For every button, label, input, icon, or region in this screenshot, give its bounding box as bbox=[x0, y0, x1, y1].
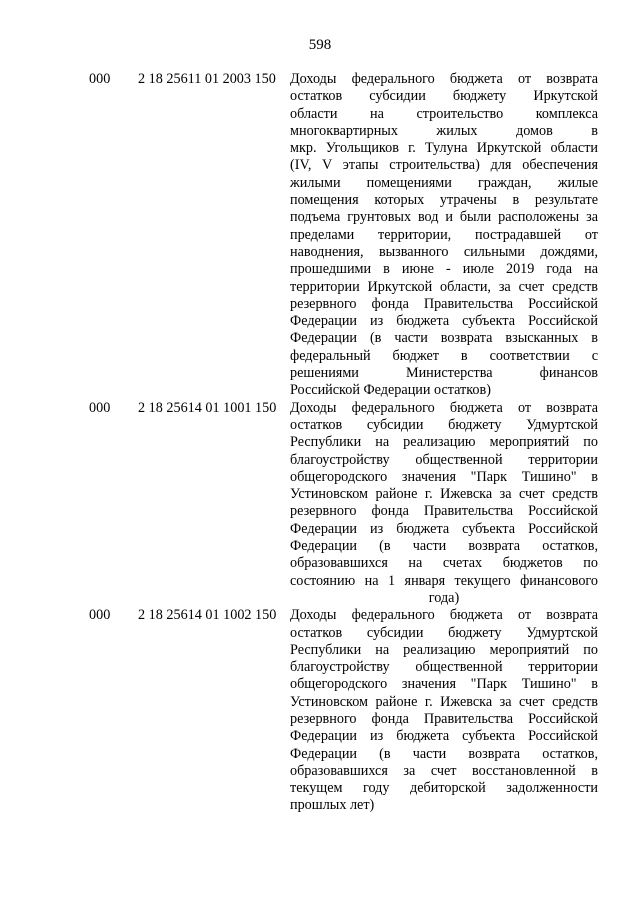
budget-classification-code: 2 18 25614 01 1002 150 bbox=[138, 607, 277, 624]
description-line: Доходы федерального бюджета от возврата bbox=[290, 607, 598, 624]
description-line: резервного фонда Правительства Российской bbox=[290, 503, 598, 520]
description-line: федеральный бюджет в соответствии с bbox=[290, 347, 598, 364]
description-line: резервного фонда Правительства Российской bbox=[290, 295, 598, 312]
budget-code-table bbox=[0, 71, 640, 815]
description-line: благоустройству общественной территории bbox=[290, 451, 598, 468]
description-line: образовавшихся за счет восстановленной в bbox=[290, 762, 598, 779]
description-line: мкр. Угольщиков г. Тулуна Иркутской области bbox=[290, 140, 598, 157]
description-line: пределами территории, пострадавшей от bbox=[290, 226, 598, 243]
description-line: Устиновском районе г. Ижевска за счет средств bbox=[290, 693, 598, 710]
description-line: Доходы федерального бюджета от возврата bbox=[290, 399, 598, 416]
description-line: остатков субсидии бюджету Иркутской bbox=[290, 88, 598, 105]
description-line: Федерации из бюджета субъекта Российской bbox=[290, 520, 598, 537]
description-line: текущем году дебиторской задолженности bbox=[290, 780, 598, 797]
administrator-code: 000 bbox=[89, 399, 111, 416]
income-description bbox=[290, 71, 598, 400]
administrator-code: 000 bbox=[89, 71, 111, 87]
description-line: резервного фонда Правительства Российской bbox=[290, 710, 598, 727]
description-line: прошлых лет) bbox=[290, 797, 375, 814]
description-line: года) bbox=[428, 589, 460, 606]
budget-classification-code: 2 18 25611 01 2003 150 bbox=[138, 71, 276, 87]
description-line: Федерации из бюджета субъекта Российской bbox=[290, 728, 598, 745]
description-line: Доходы федерального бюджета от возврата bbox=[290, 71, 598, 87]
description-line: (IV, V этапы строительства) для обеспечения bbox=[290, 157, 598, 174]
description-line: благоустройству общественной территории bbox=[290, 659, 598, 676]
description-line: помещения которых утрачены в результате bbox=[290, 192, 598, 209]
description-line: Федерации (в части возврата взысканных в bbox=[290, 330, 598, 347]
description-line: состоянию на 1 января текущего финансового bbox=[290, 572, 598, 589]
description-line: решениями Министерства финансов bbox=[290, 365, 598, 382]
income-description bbox=[290, 607, 598, 815]
description-line: Российской Федерации остатков) bbox=[290, 382, 491, 399]
page-number: 598 bbox=[308, 37, 332, 53]
description-line: остатков субсидии бюджету Удмуртской bbox=[290, 624, 598, 641]
description-line: подъема грунтовых вод и были расположены за bbox=[290, 209, 598, 226]
income-description bbox=[290, 400, 598, 608]
description-line: жилыми помещениями граждан, жилые bbox=[290, 174, 598, 191]
table-row bbox=[0, 71, 640, 400]
description-line: Федерации (в части возврата остатков, bbox=[290, 745, 598, 762]
description-line: Республики на реализацию мероприятий по bbox=[290, 434, 598, 451]
description-line: территории Иркутской области, за счет средств bbox=[290, 278, 598, 295]
description-line: многоквартирных жилых домов в bbox=[290, 122, 598, 139]
budget-classification-code: 2 18 25614 01 1001 150 bbox=[138, 399, 277, 416]
description-line: остатков субсидии бюджету Удмуртской bbox=[290, 416, 598, 433]
table-row bbox=[0, 400, 640, 608]
table-row bbox=[0, 607, 640, 815]
description-line: общегородского значения "Парк Тишино" в bbox=[290, 676, 598, 693]
description-line: образовавшихся на счетах бюджетов по bbox=[290, 555, 598, 572]
description-line: общегородского значения "Парк Тишино" в bbox=[290, 468, 598, 485]
description-line: Республики на реализацию мероприятий по bbox=[290, 641, 598, 658]
description-line: наводнения, вызванного сильными дождями, bbox=[290, 243, 598, 260]
description-line: области на строительство комплекса bbox=[290, 105, 598, 122]
description-line: Федерации (в части возврата остатков, bbox=[290, 538, 598, 555]
description-line: прошедшими в июне - июле 2019 года на bbox=[290, 261, 598, 278]
description-line: Устиновском районе г. Ижевска за счет средств bbox=[290, 486, 598, 503]
administrator-code: 000 bbox=[89, 607, 111, 624]
description-line: Федерации из бюджета субъекта Российской bbox=[290, 313, 598, 330]
